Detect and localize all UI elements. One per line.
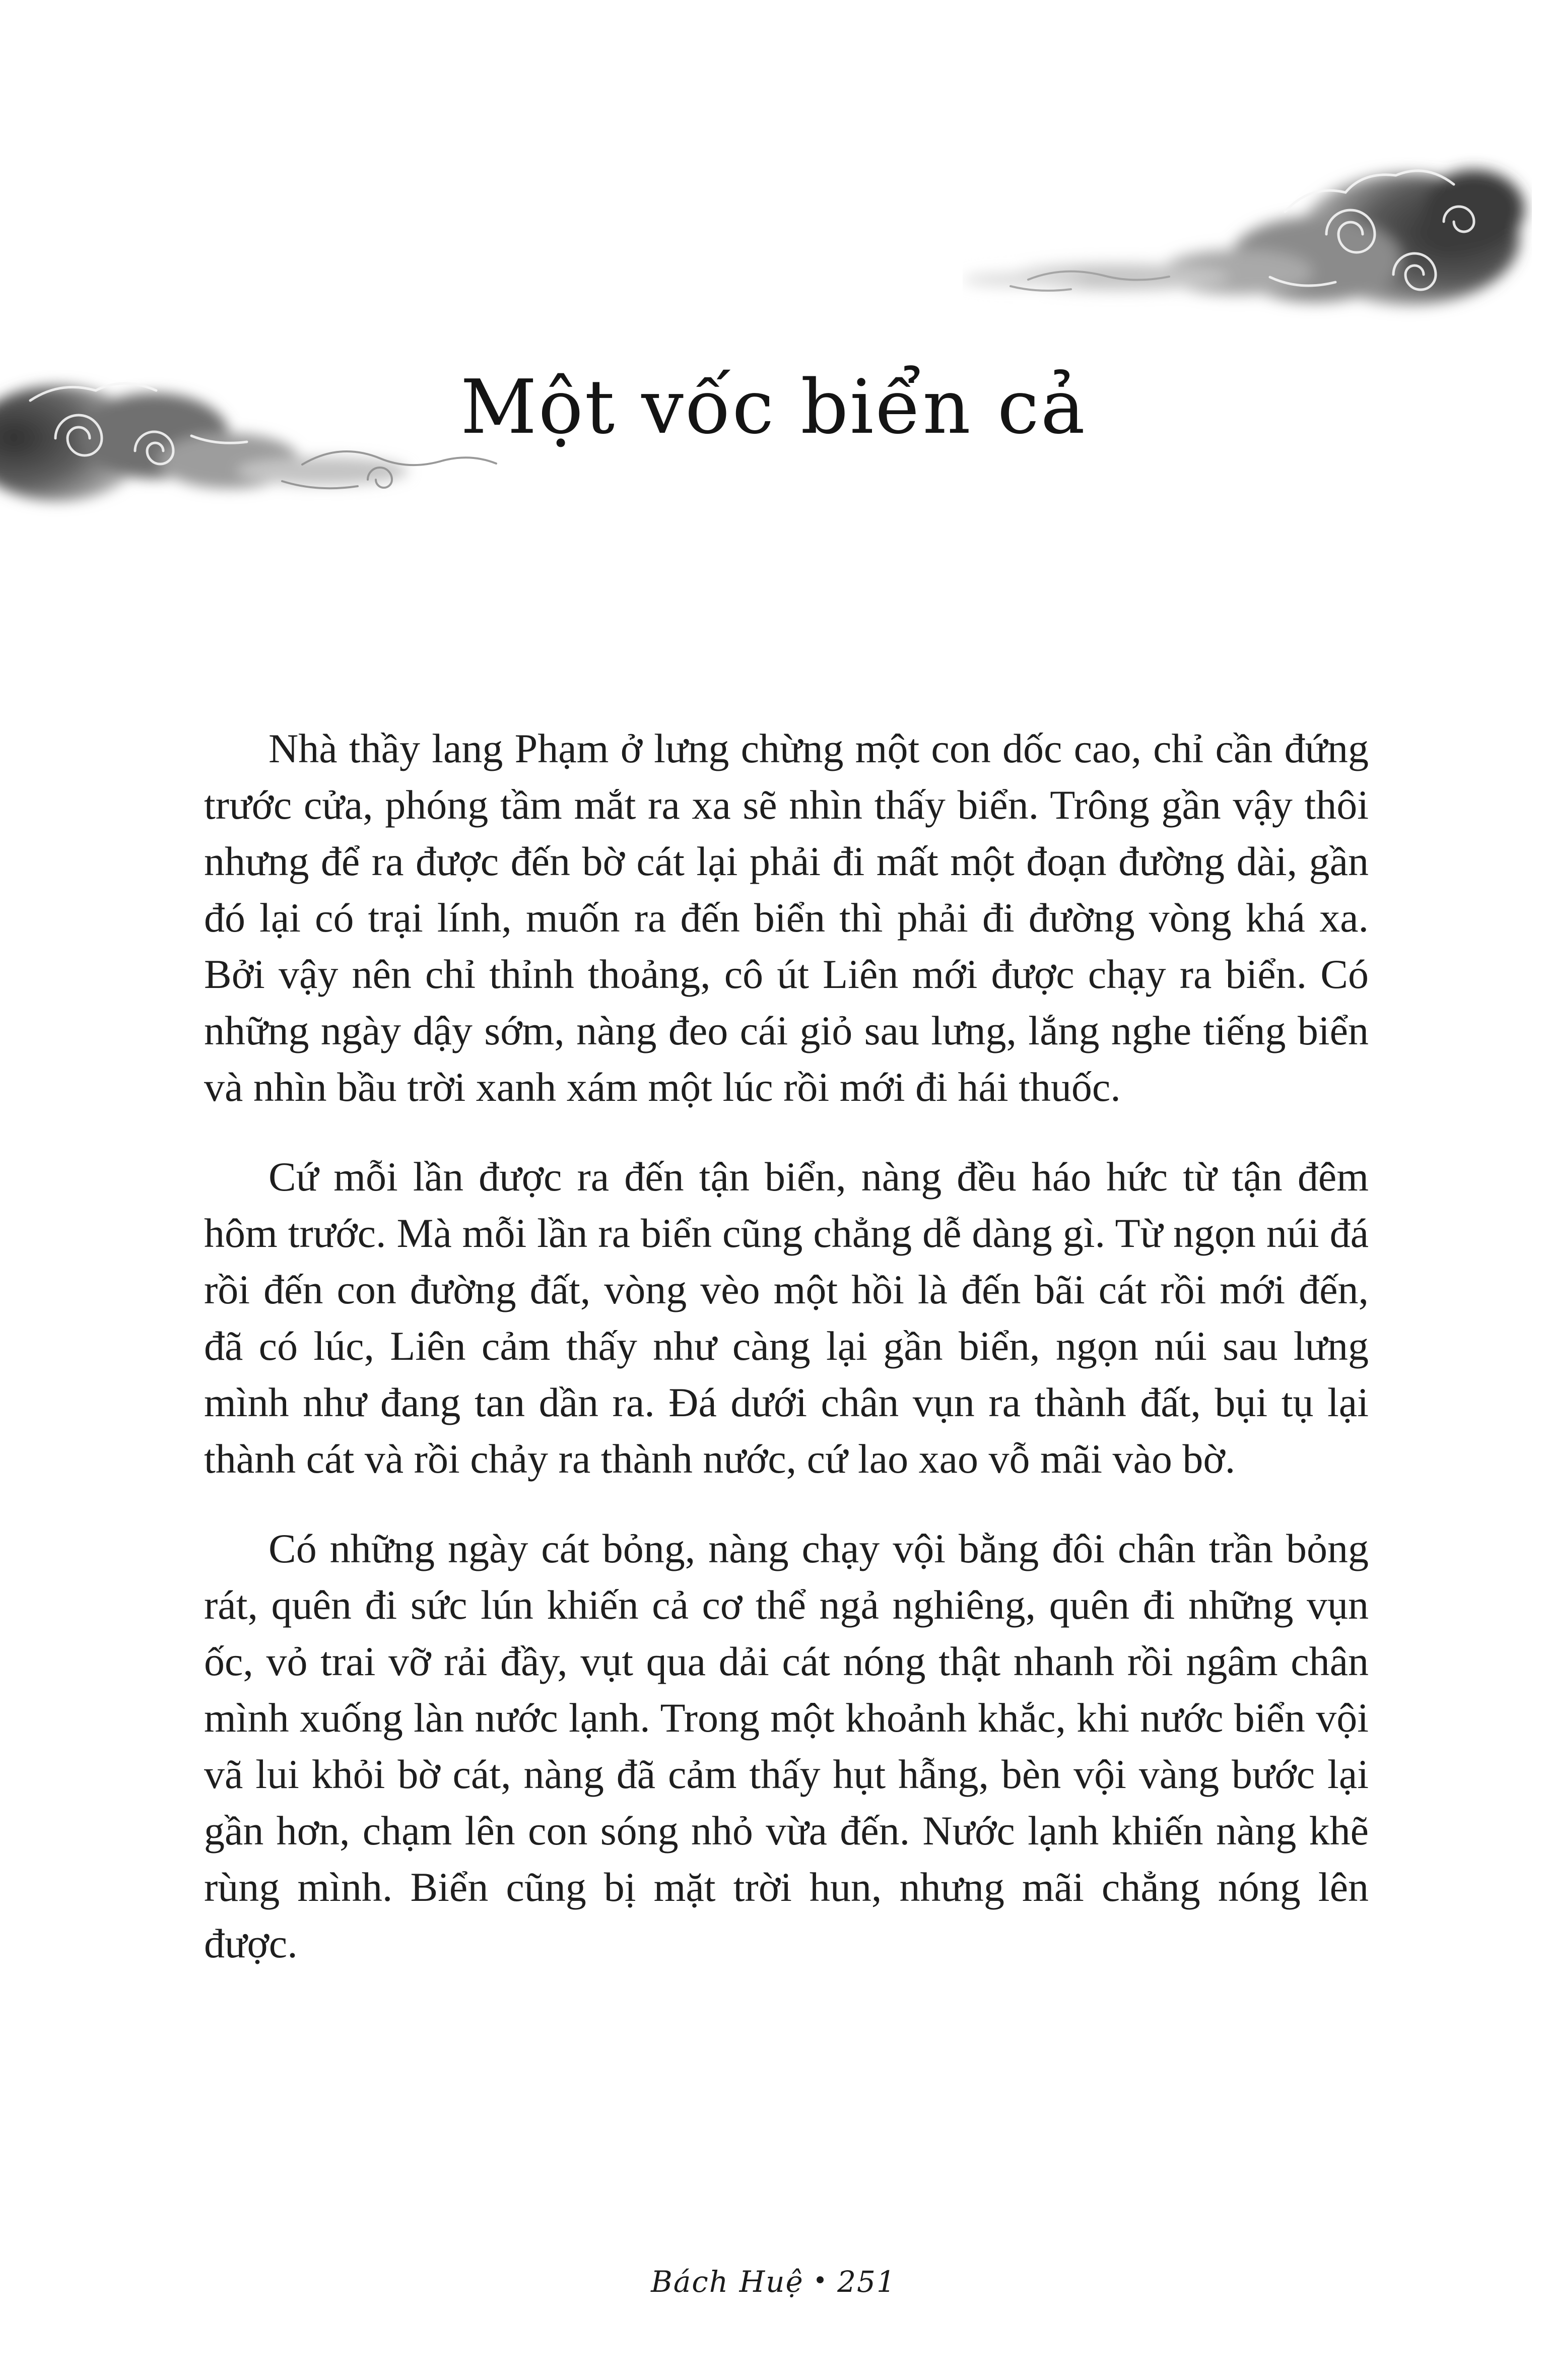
footer-separator: • bbox=[813, 2267, 829, 2295]
footer-author: Bách Huệ bbox=[651, 2265, 804, 2299]
chapter-title: Một vốc biển cả bbox=[460, 364, 1087, 450]
ink-cloud-left-icon bbox=[0, 353, 504, 544]
paragraph-3: Có những ngày cát bỏng, nàng chạy vội bằng đôi chân trần bỏng rát, quên đi sức lún khiến cả cơ thể ngả nghiêng, quên đi những vụn ốc, vỏ trai vỡ rải đầy, vụt qua dải cát nóng thật nhanh rồi ngâm chân mình xuống làn nước lạnh. Trong một khoảnh khắc, khi nước biển vội vã lui khỏi bờ cát, nàng đã cảm thấy hụt hẫng, bèn vội vàng bước lại gần hơn, chạm lên con sóng nhỏ vừa đến. Nước lạnh khiến nàng khẽ rùng mình. Biển cũng bị mặt trời hun, nhưng mãi chẳng nóng lên được. bbox=[204, 1526, 1369, 1966]
paragraph-2: Cứ mỗi lần được ra đến tận biển, nàng đều háo hức từ tận đêm hôm trước. Mà mỗi lần ra biển cũng chẳng dễ dàng gì. Từ ngọn núi đá rồi đến con đường đất, vòng vèo một hồi là đến bãi cát rồi mới đến, đã có lúc, Liên cảm thấy như càng lại gần biển, ngọn núi sau lưng mình như đang tan dần ra. Đá dưới chân vụn ra thành đất, bụi tụ lại thành cát và rồi chảy ra thành nước, cứ lao xao vỗ mãi vào bờ. bbox=[204, 1154, 1369, 1482]
footer-page-number: 251 bbox=[837, 2265, 896, 2299]
paragraph-1: Nhà thầy lang Phạm ở lưng chừng một con dốc cao, chỉ cần đứng trước cửa, phóng tầm mắt ra xa sẽ nhìn thấy biển. Trông gần vậy thôi nhưng để ra được đến bờ cát lại phải đi mất một đoạn đường dài, gần đó lại có trại lính, muốn ra đến biển thì phải đi đường vòng khá xa. Bởi vậy nên chỉ thỉnh thoảng, cô út Liên mới được chạy ra biển. Có những ngày dậy sớm, nàng đeo cái giỏ sau lưng, lắng nghe tiếng biển và nhìn bầu trời xanh xám một lúc rồi mới đi hái thuốc. bbox=[204, 725, 1369, 1110]
page-footer bbox=[0, 2265, 1547, 2299]
body-text bbox=[204, 720, 1369, 2005]
ink-cloud-top-right-icon bbox=[963, 151, 1532, 363]
